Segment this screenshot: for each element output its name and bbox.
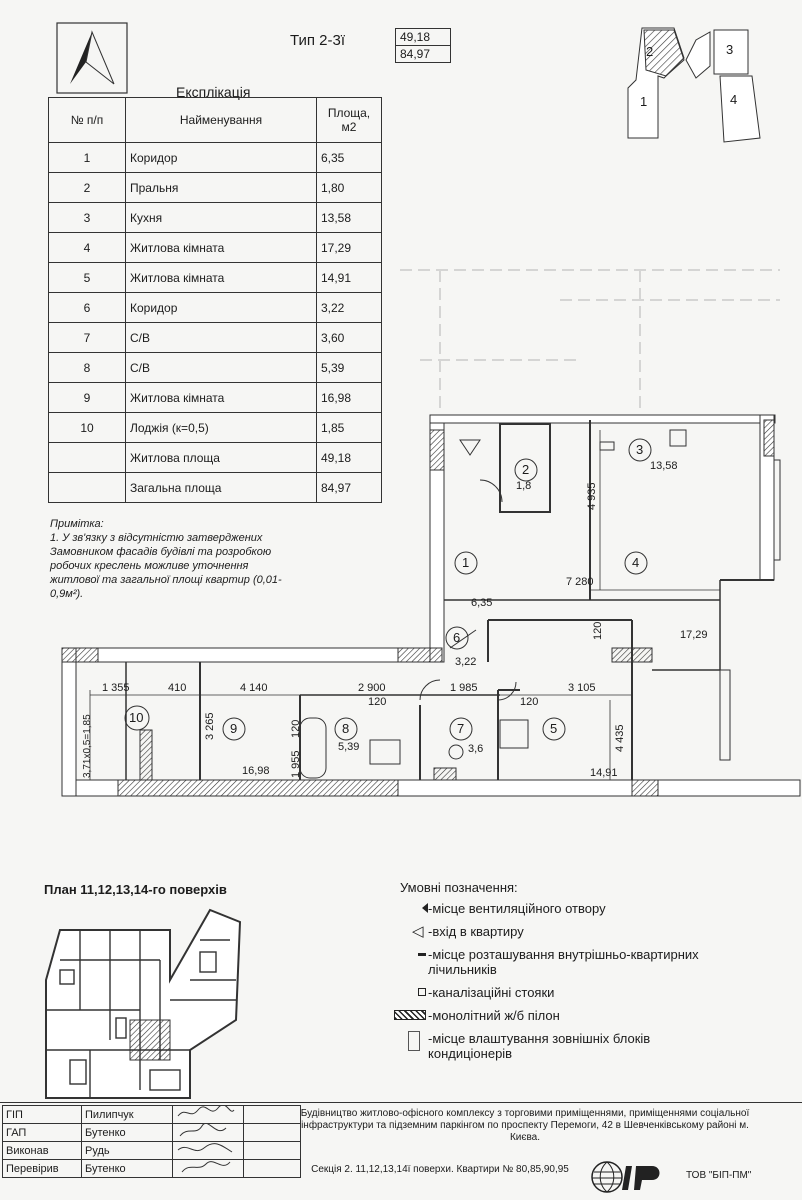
- cell-name: Житлова кімната: [126, 383, 317, 413]
- dimension-label: 2 900: [358, 682, 386, 694]
- signature: [173, 1124, 244, 1142]
- company-logo-icon: [590, 1160, 680, 1194]
- cell-name: Коридор: [126, 293, 317, 323]
- room-number: 1: [462, 555, 470, 570]
- stamp-name: Бутенко: [82, 1160, 173, 1178]
- room-area: 6,35: [471, 597, 493, 609]
- cell-area: 3,60: [317, 323, 382, 353]
- legend-item: [400, 1031, 710, 1061]
- dimension-label: 3 265: [204, 712, 216, 740]
- cell-area: 49,18: [317, 443, 382, 473]
- dimension-label: 4 435: [614, 724, 626, 752]
- room-area: 17,29: [680, 629, 708, 641]
- table-row: [3, 1142, 301, 1160]
- stamp-table: [2, 1105, 301, 1178]
- legend: [400, 880, 710, 1065]
- dimension-label: 4 140: [240, 682, 268, 694]
- stamp-name: Бутенко: [82, 1124, 173, 1142]
- cell-area: 13,58: [317, 203, 382, 233]
- table-row: [3, 1160, 301, 1178]
- section-info: Секція 2. 11,12,13,14ї поверхи. Квартири № 80,85,90,95: [311, 1164, 569, 1175]
- cell-area: 84,97: [317, 473, 382, 503]
- project-title: Будівництво житлово-офісного комплексу з торговими приміщеннями, приміщеннями соціальної інфраструктури та підземним паркінгом по проспекту Перемоги, 42 в Шевченківському районі м. Києва.: [300, 1108, 750, 1143]
- ac-unit-icon: [408, 1031, 420, 1051]
- cell-num: 3: [49, 203, 126, 233]
- cell-name: С/В: [126, 323, 317, 353]
- living-area-box: 49,18: [395, 28, 451, 46]
- legend-item: [400, 901, 710, 916]
- section-label: 3: [726, 42, 734, 57]
- room-area: 5,39: [338, 741, 360, 753]
- table-row: [49, 173, 382, 203]
- note-line: 0,9м²).: [50, 588, 84, 600]
- apartment-type: Тип 2-3ї: [290, 32, 346, 49]
- cell-name: Загальна площа: [126, 473, 317, 503]
- cell-area: 5,39: [317, 353, 382, 383]
- stamp-role: ГІП: [3, 1106, 82, 1124]
- north-arrow-icon: [56, 22, 128, 94]
- pylon-hatch-icon: [394, 1010, 426, 1020]
- cell-name: Лоджія (к=0,5): [126, 413, 317, 443]
- explication-title: Експлікація: [176, 84, 251, 100]
- section-label: 1: [640, 94, 648, 109]
- legend-item: [400, 947, 710, 977]
- stamp-date: [244, 1142, 301, 1160]
- dimension-label: 4 935: [586, 482, 598, 510]
- meter-icon: [418, 953, 426, 956]
- table-row: [49, 203, 382, 233]
- dimension-label: 410: [168, 682, 187, 694]
- room-number: 6: [453, 630, 461, 645]
- vent-icon: [422, 903, 428, 913]
- room-number: 7: [457, 721, 465, 736]
- dimension-label: 7 280: [566, 576, 594, 588]
- floor-key-plan: [40, 900, 270, 1100]
- room-area: 13,58: [650, 460, 678, 472]
- cell-name: Житлова кімната: [126, 233, 317, 263]
- company-name: ТОВ "БІП-ПМ": [686, 1170, 752, 1181]
- room-number: 9: [230, 721, 238, 736]
- note-line: робочих креслень можливе уточнення: [50, 560, 249, 572]
- total-area-box: 84,97: [395, 45, 451, 63]
- cell-num: 9: [49, 383, 126, 413]
- entrance-arrow-icon: ◁: [412, 923, 424, 940]
- apartment-plan: [0, 400, 802, 830]
- cell-area: 16,98: [317, 383, 382, 413]
- dimension-label: 3 105: [568, 682, 596, 694]
- cell-area: 6,35: [317, 143, 382, 173]
- room-area: 14,91: [590, 767, 618, 779]
- dimension-label: 120: [368, 696, 387, 708]
- table-row: [49, 323, 382, 353]
- note-line: Замовником фасадів будівлі та розробкою: [50, 546, 272, 558]
- table-header: [49, 98, 382, 143]
- dimension-label: 120: [592, 621, 604, 640]
- cell-num: 10: [49, 413, 126, 443]
- table-row: [49, 233, 382, 263]
- header-cell: Площа, м2: [317, 98, 382, 143]
- table-row: [49, 353, 382, 383]
- legend-text: -монолітний ж/б пілон: [428, 1008, 560, 1023]
- cell-name: Пральня: [126, 173, 317, 203]
- table-row: [49, 143, 382, 173]
- floor-plan-title: План 11,12,13,14-го поверхів: [44, 882, 227, 897]
- section-label: 2: [646, 44, 654, 59]
- legend-text: -вхід в квартиру: [428, 924, 524, 939]
- legend-item: [400, 985, 710, 1000]
- cell-num: 5: [49, 263, 126, 293]
- section-key-plan: [624, 18, 774, 148]
- stamp-role: ГАП: [3, 1124, 82, 1142]
- room-number: 8: [342, 721, 350, 736]
- legend-text: -місце розташування внутрішньо-квартирних лічильників: [428, 947, 699, 977]
- cell-area: 3,22: [317, 293, 382, 323]
- table-row: [49, 263, 382, 293]
- note-line: 1. У зв'язку з відсутністю затверджених: [50, 532, 263, 544]
- note-title: Примітка:: [50, 518, 104, 530]
- room-area: 3,6: [468, 743, 484, 755]
- cell-num: 8: [49, 353, 126, 383]
- header-cell: № п/п: [49, 98, 126, 143]
- cell-name: Житлова кімната: [126, 263, 317, 293]
- table-row: [49, 293, 382, 323]
- dimension-label: 120: [290, 719, 302, 738]
- dimension-label: 1 985: [450, 682, 478, 694]
- room-number: 2: [522, 462, 530, 477]
- signature: [173, 1142, 244, 1160]
- header-cell: Найменування: [126, 98, 317, 143]
- signature: [173, 1160, 244, 1178]
- legend-text: -каналізаційні стояки: [428, 985, 555, 1000]
- cell-name: Кухня: [126, 203, 317, 233]
- dimension-label: 1 355: [102, 682, 130, 694]
- room-area: 1,8: [516, 480, 532, 492]
- dimension-label: 1 955: [290, 750, 302, 778]
- cell-name: Коридор: [126, 143, 317, 173]
- legend-title: Умовні позначення:: [400, 880, 518, 895]
- cell-num: 1: [49, 143, 126, 173]
- cell-num: 2: [49, 173, 126, 203]
- dimension-label: 120: [520, 696, 539, 708]
- room-number: 5: [550, 721, 558, 736]
- room-area: 16,98: [242, 765, 270, 777]
- cell-area: 1,85: [317, 413, 382, 443]
- table-row: [3, 1106, 301, 1124]
- cell-area: 1,80: [317, 173, 382, 203]
- section-label: 4: [730, 92, 738, 107]
- title-block-line: [0, 1102, 802, 1103]
- stamp-role: Виконав: [3, 1142, 82, 1160]
- cell-num: 6: [49, 293, 126, 323]
- room-area: 3,22: [455, 656, 477, 668]
- cell-name: Житлова площа: [126, 443, 317, 473]
- sewer-riser-icon: [418, 988, 426, 996]
- stamp-role: Перевірив: [3, 1160, 82, 1178]
- note-line: житлової та загальної площі квартир (0,01-: [50, 574, 282, 586]
- dimension-label: 3,71х0,5=1,85: [82, 714, 93, 778]
- stamp-name: Пилипчук: [82, 1106, 173, 1124]
- stamp-name: Рудь: [82, 1142, 173, 1160]
- background-drawing: [380, 240, 800, 420]
- table-row: [3, 1124, 301, 1142]
- legend-text: -місце влаштування зовнішніх блоків кондиціонерів: [428, 1031, 651, 1061]
- cell-area: 17,29: [317, 233, 382, 263]
- cell-num: 7: [49, 323, 126, 353]
- cell-num: 4: [49, 233, 126, 263]
- legend-text: -місце вентиляційного отвору: [428, 901, 606, 916]
- room-number: 4: [632, 555, 640, 570]
- stamp-date: [244, 1160, 301, 1178]
- legend-item: [400, 1008, 710, 1023]
- legend-item: [400, 924, 710, 939]
- cell-name: С/В: [126, 353, 317, 383]
- room-number: 10: [129, 710, 144, 725]
- cell-area: 14,91: [317, 263, 382, 293]
- signature: [173, 1106, 244, 1124]
- room-number: 3: [636, 442, 644, 457]
